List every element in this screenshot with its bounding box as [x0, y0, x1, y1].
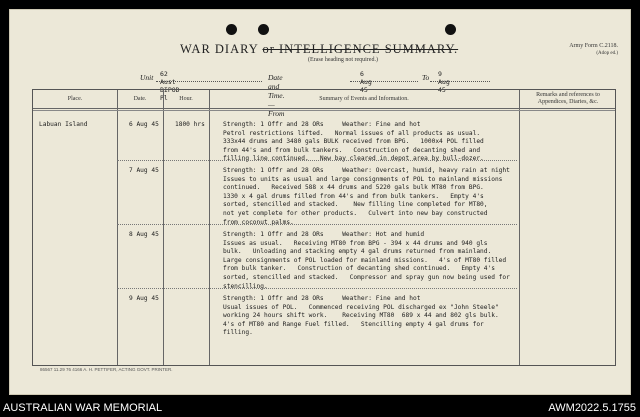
row-3-date: 8 Aug 45	[129, 231, 159, 238]
punch-hole	[445, 24, 456, 35]
date-to-value: 9 Aug 45	[438, 70, 450, 94]
row-4-date: 9 Aug 45	[129, 295, 159, 302]
row-separator	[117, 160, 517, 161]
date-from-label: Date and Time.—From	[268, 73, 285, 118]
row-1-date: 6 Aug 45	[129, 121, 159, 128]
column-divider	[519, 90, 520, 365]
row-3-summary: Strength: 1 Offr and 28 ORs Weather: Hot and humid Issues as usual. Receiving MT80 from BPG - 394 x 44 drums and 940 gls bulk. Unloading and stacking empty 4 gal drums returned from mainland. Large consignments of POL loaded for mainland missions. 4's of MT80 filled from bulk tanker. Construction of decanting shed continued. Empty 4's sorted, stencilled and stacked. Compressor and spray gun now being used for stencilling.	[223, 231, 510, 290]
unit-label: Unit	[140, 73, 154, 82]
col-header-hour: Hour.	[179, 96, 193, 102]
page-subtitle: (Erase heading not required.)	[308, 57, 378, 63]
page-title	[180, 42, 458, 57]
row-1-summary: Strength: 1 Offr and 28 ORs Weather: Fine and hot Petrol restrictions lifted. Normal issues of all products as usual. 333x44 drums and 3480 gals BULK received from BPG. 1000x4 POL filled from 44's and from bulk tankers. Construction of decanting shed and filling line continued. New bay cleared in depot area by bull-dozer.	[223, 121, 484, 163]
col-header-remarks: Remarks and references to Appendices, Diaries, &c.	[536, 92, 600, 105]
row-4-summary: Strength: 1 Offr and 28 ORs Weather: Fine and hot Usual issues of POL. Commenced receiving POL discharged ex "John Steele" working 24 hours shift work. Receiving MT80 689 x 44 and 802 gls bulk. 4's of MT80 and Range Fuel filled. Stencilling empty 4 gal drums for filling.	[223, 295, 499, 337]
diary-table	[32, 89, 616, 366]
row-separator	[117, 288, 517, 289]
date-from-value: 6 Aug 45	[360, 70, 372, 94]
col-header-date: Date.	[133, 96, 147, 102]
punch-hole	[258, 24, 269, 35]
row-2-date: 7 Aug 45	[129, 167, 159, 174]
row-1-hour: 1800 hrs	[175, 121, 205, 128]
date-to-label: To	[422, 73, 430, 82]
header-divider	[33, 108, 615, 109]
archive-caption	[0, 400, 640, 417]
column-divider	[117, 90, 118, 365]
header-divider	[33, 110, 615, 111]
title-struck-intelligence: or INTELLIGENCE SUMMARY.	[262, 42, 459, 56]
column-divider	[209, 90, 210, 365]
caption-accession-number: AWM2022.5.1755	[548, 402, 636, 414]
unit-value: 62 Aust BIPOD Pl	[160, 70, 180, 102]
army-form-number: Army Form C.2118.	[569, 43, 618, 49]
column-divider	[163, 90, 164, 365]
army-form-label	[556, 42, 618, 58]
caption-institution: AUSTRALIAN WAR MEMORIAL	[3, 402, 163, 414]
title-war-diary: WAR DIARY	[180, 42, 259, 56]
row-1-place: Labuan Island	[39, 121, 88, 128]
row-2-summary: Strength: 1 Offr and 28 ORs Weather: Overcast, humid, heavy rain at night Issues to units as usual and large consignments of POL to mainland missions continued. Received 588 x 44 drums and 5220 gals bulk MT80 from BPG. 1330 x 4 gal drums filled from 44's and from bulk tankers. Empty 4's sorted, stencilled and stacked. New filling line completed for MT80, not yet complete for other products. Culvert into new bay constructed from coconut palms.	[223, 167, 510, 226]
army-form-note: (Adop ed.)	[596, 51, 618, 56]
printer-footer: 86567 11.29 76 4166 A. H. PETTIFER, ACTING GOVT. PRINTER.	[40, 367, 173, 372]
col-header-summary: Summary of Events and Information.	[319, 96, 409, 102]
col-header-place: Place.	[67, 96, 83, 102]
row-separator	[117, 224, 517, 225]
punch-hole	[226, 24, 237, 35]
diary-page	[9, 9, 631, 395]
